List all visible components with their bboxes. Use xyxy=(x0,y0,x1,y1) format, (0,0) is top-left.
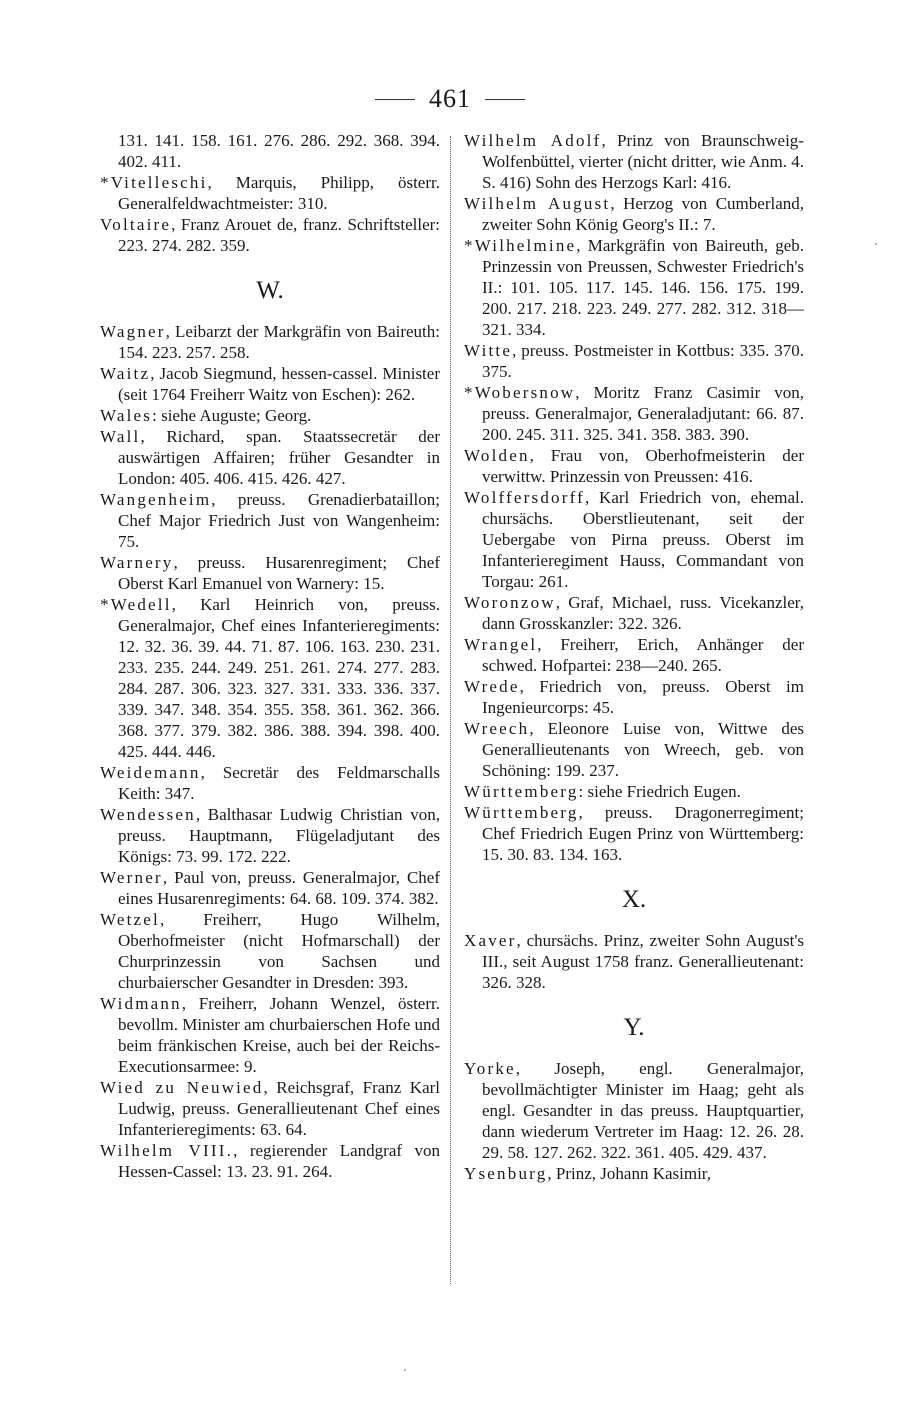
index-entry xyxy=(464,193,804,235)
entry-name: Waitz xyxy=(100,364,151,383)
entry-name: Wilhelm August xyxy=(464,194,611,213)
entry-name: Yorke xyxy=(464,1059,516,1078)
entry-text: , Leibarzt der Markgräfin von Baireuth: 154. 223. 257. 258. xyxy=(118,322,440,362)
entry-text: , Marquis, Philipp, österr. Generalfeldwachtmeister: 310. xyxy=(118,173,440,213)
entry-name: Wendessen xyxy=(100,805,196,824)
entry-text: , Markgräfin von Baireuth, geb. Prinzessin von Preussen, Schwester Friedrich's II.: 101. 105. 117. 145. 146. 156. 175. 199. 200. 217. 218. 223. 249. 277. 282. 312. 318—321. 334. xyxy=(482,236,804,339)
entry-text: , Graf, Michael, russ. Vicekanzler, dann Grosskanzler: 322. 326. xyxy=(482,593,804,633)
entry-name: Witte xyxy=(464,341,513,360)
entry-text: , preuss. Husarenregiment; Chef Oberst Karl Emanuel von Warnery: 15. xyxy=(118,553,440,593)
entry-name: Wolden xyxy=(464,446,530,465)
entry-text: , Frau von, Oberhofmeisterin der verwittw. Prinzessin von Preussen: 416. xyxy=(482,446,804,486)
entry-text: , chursächs. Prinz, zweiter Sohn August's III., seit August 1758 franz. Generallieutenant: 326. 328. xyxy=(482,931,804,992)
entry-name: Württemberg xyxy=(464,803,579,822)
entry-text: , Joseph, engl. Generalmajor, bevollmächtigter Minister im Haag; geht als engl. Gesandter in das preuss. Hauptquartier, dann wiederum Vertreter im Haag: 12. 26. 28. 29. 58. 127. 262. 322. 361. 405. 429. 437. xyxy=(482,1059,804,1162)
entry-text: , Friedrich von, preuss. Oberst im Ingenieurcorps: 45. xyxy=(482,677,804,717)
entry-text: , Freiherr, Hugo Wilhelm, Oberhofmeister (nicht Hofmarschall) der Churprinzessin von Sachsen und churbaierscher Gesandter in Dresden: 393. xyxy=(118,910,440,992)
entry-name: Wales xyxy=(100,406,153,425)
index-entry xyxy=(100,804,440,867)
index-entry xyxy=(464,592,804,634)
index-entry xyxy=(100,867,440,909)
entry-name: Wilhelm VIII. xyxy=(100,1141,234,1160)
index-entry xyxy=(100,993,440,1077)
index-entry xyxy=(464,676,804,718)
entry-name: Warnery xyxy=(100,553,174,572)
entry-name: Wreech xyxy=(464,719,530,738)
index-entry xyxy=(464,235,804,340)
entry-text: , Secretär des Feldmarschalls Keith: 347. xyxy=(118,763,440,803)
section-letter: W. xyxy=(256,277,284,304)
entry-text: 131. 141. 158. 161. 276. 286. 292. 368. 394. 402. 411. xyxy=(118,131,440,171)
entry-text: , Prinz von Braunschweig-Wolfenbüttel, vierter (nicht dritter, wie Anm. 4. S. 416) Sohn des Herzogs Karl: 416. xyxy=(482,131,804,192)
index-entry xyxy=(464,634,804,676)
index-entry xyxy=(464,802,804,865)
index-entry xyxy=(464,1058,804,1163)
entry-name: *Wilhelmine xyxy=(464,236,577,255)
entry-text: , preuss. Grenadierbataillon; Chef Major Friedrich Just von Wangenheim: 75. xyxy=(118,490,440,551)
header-rule-left xyxy=(375,99,415,100)
entry-name: Wied zu Neuwied xyxy=(100,1078,264,1097)
index-entry xyxy=(464,340,804,382)
index-entry xyxy=(100,405,440,426)
section-letter: Y. xyxy=(623,1014,645,1041)
entry-text: : siehe Friedrich Eugen. xyxy=(578,782,741,801)
index-entry xyxy=(100,489,440,552)
entry-name: *Wedell xyxy=(100,595,172,614)
entry-name: Wilhelm Adolf xyxy=(464,131,602,150)
entry-text: : siehe Auguste; Georg. xyxy=(152,406,312,425)
entry-text: , Herzog von Cumberland, zweiter Sohn König Georg's II.: 7. xyxy=(482,194,804,234)
index-entry xyxy=(464,781,804,802)
entry-text: , preuss. Postmeister in Kottbus: 335. 370. 375. xyxy=(482,341,804,381)
entry-name: Wagner xyxy=(100,322,166,341)
stray-mark xyxy=(875,243,877,245)
entry-text: , Balthasar Ludwig Christian von, preuss. Hauptmann, Flügeladjutant des Königs: 73. 99. 172. 222. xyxy=(118,805,440,866)
entry-name: Weidemann xyxy=(100,763,201,782)
right-column xyxy=(464,130,804,1184)
index-entry xyxy=(464,445,804,487)
index-entry xyxy=(100,363,440,405)
column-divider xyxy=(450,136,451,1284)
entry-text: , Richard, span. Staatssecretär der auswärtigen Affairen; früher Gesandter in London: 405. 406. 415. 426. 427. xyxy=(118,427,440,488)
index-entry xyxy=(464,718,804,781)
entry-text: , Moritz Franz Casimir von, preuss. Generalmajor, Generaladjutant: 66. 87. 200. 245. 311. 325. 341. 358. 383. 390. xyxy=(482,383,804,444)
index-entry xyxy=(100,1077,440,1140)
entry-text: , Freiherr, Johann Wenzel, österr. bevollm. Minister am churbaierschen Hofe und beim fränkischen Kreise, auch bei der Reichs-Executionsarmee: 9. xyxy=(118,994,440,1076)
entry-text: , Reichsgraf, Franz Karl Ludwig, preuss. Generallieutenant Chef eines Infanterieregiments: 63. 64. xyxy=(118,1078,440,1139)
entry-name: Ysenburg xyxy=(464,1164,548,1183)
index-entry xyxy=(464,382,804,445)
entry-name: Voltaire xyxy=(100,215,172,234)
entry-name: Woronzow xyxy=(464,593,556,612)
entry-text: , Karl Heinrich von, preuss. Generalmajor, Chef eines Infanterieregiments: 12. 32. 36. 39. 44. 71. 87. 106. 163. 230. 231. 233. 235. 244. 249. 251. 261. 274. 277. 283. 284. 287. 306. 323. 327. 331. 333. 336. 337. 339. 347. 348. 354. 355. 358. 361. 362. 366. 368. 377. 379. 382. 386. 388. 394. 398. 400. 425. 444. 446. xyxy=(118,595,440,761)
entry-text: , Paul von, preuss. Generalmajor, Chef eines Husarenregiments: 64. 68. 109. 374. 382. xyxy=(118,868,440,908)
index-entry xyxy=(464,130,804,193)
entry-text: , Jacob Siegmund, hessen-cassel. Minister (seit 1764 Freiherr Waitz von Eschen): 262. xyxy=(118,364,440,404)
section-letter: X. xyxy=(621,886,647,913)
entry-name: Wall xyxy=(100,427,141,446)
index-entry xyxy=(464,1163,804,1184)
index-entry xyxy=(100,426,440,489)
entry-name: *Wobersnow xyxy=(464,383,576,402)
entry-name: Wangenheim xyxy=(100,490,212,509)
entry-name: *Vitelleschi xyxy=(100,173,208,192)
entry-text: , Karl Friedrich von, ehemal. chursächs. Oberstlieutenant, seit der Uebergabe von Pirna preuss. Oberst im Infanterieregiment Hauss, Commandant von Torgau: 261. xyxy=(482,488,804,591)
page-header xyxy=(0,84,900,114)
index-entry xyxy=(100,594,440,762)
entry-text: , Freiherr, Erich, Anhänger der schwed. Hofpartei: 238—240. 265. xyxy=(482,635,804,675)
index-entry xyxy=(100,1140,440,1182)
left-column xyxy=(100,130,440,1182)
entry-text: , regierender Landgraf von Hessen-Cassel: 13. 23. 91. 264. xyxy=(118,1141,441,1181)
index-entry xyxy=(100,552,440,594)
entry-name: Württemberg xyxy=(464,782,579,801)
index-entry xyxy=(100,214,440,256)
index-entry xyxy=(464,487,804,592)
entry-name: Xaver xyxy=(464,931,517,950)
entry-text: , Eleonore Luise von, Wittwe des Generallieutenants von Wreech, geb. von Schöning: 199. 237. xyxy=(482,719,804,780)
index-entry-continuation xyxy=(100,130,440,172)
header-rule-right xyxy=(485,99,525,100)
entry-name: Wrede xyxy=(464,677,520,696)
entry-name: Widmann xyxy=(100,994,182,1013)
entry-text: , preuss. Dragonerregiment; Chef Friedrich Eugen Prinz von Württemberg: 15. 30. 83. 134. 163. xyxy=(482,803,804,864)
index-entry xyxy=(100,321,440,363)
index-entry xyxy=(464,930,804,993)
entry-text: , Franz Arouet de, franz. Schriftsteller: 223. 274. 282. 359. xyxy=(118,215,440,255)
entry-name: Wrangel xyxy=(464,635,538,654)
index-entry xyxy=(100,762,440,804)
entry-name: Wetzel xyxy=(100,910,160,929)
entry-name: Wolffersdorff xyxy=(464,488,586,507)
index-entry xyxy=(100,909,440,993)
entry-text: , Prinz, Johann Kasimir, xyxy=(547,1164,712,1183)
stray-mark xyxy=(404,1369,406,1371)
entry-name: Werner xyxy=(100,868,163,887)
page-number: 461 xyxy=(429,84,471,113)
index-entry xyxy=(100,172,440,214)
